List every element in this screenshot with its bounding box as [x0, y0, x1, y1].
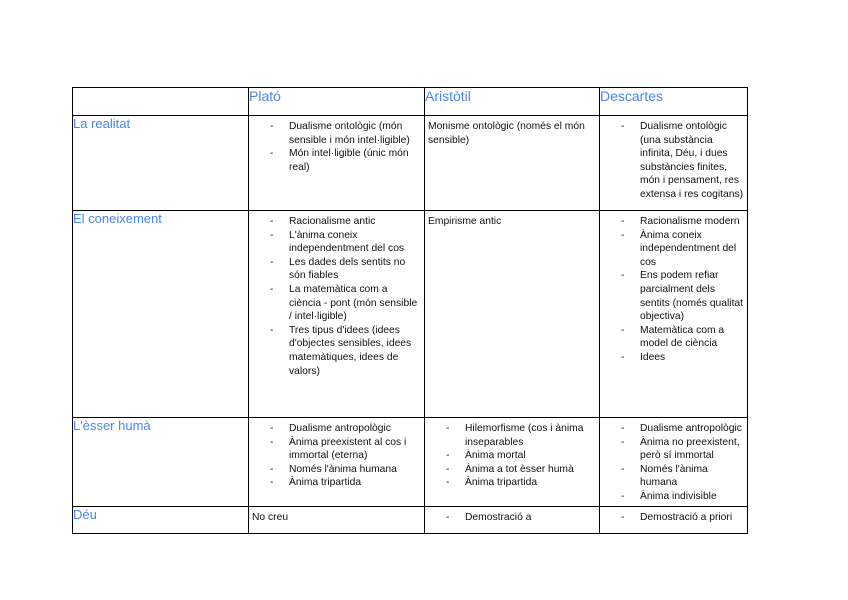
- column-header-plato: Plató: [249, 88, 425, 116]
- cell-coneixement-aristotil: [425, 211, 600, 418]
- list: [249, 211, 424, 380]
- column-header-descartes: Descartes: [600, 88, 748, 116]
- list: [600, 116, 747, 204]
- list-item: - L'ànima coneix independentment del cos: [249, 229, 421, 256]
- list-item: - Ànima a tot èsser humà: [425, 463, 596, 477]
- table-row: [73, 211, 748, 418]
- list: [600, 211, 747, 367]
- table-row: [73, 116, 748, 211]
- list-item: - Dualisme ontològic (una substància infinita, Déu, i dues substàncies finites, món i pensament, res extensa i res cogitans): [600, 120, 744, 202]
- table-row: [73, 506, 748, 533]
- list-item: - Ànima mortal: [425, 449, 596, 463]
- list: [600, 418, 747, 506]
- list-item: - La matemàtica com a ciència - pont (món sensible / intel·ligible): [249, 283, 421, 324]
- row-header-realitat: La realitat: [73, 116, 249, 211]
- list-item: - Només l'ànima humana: [249, 463, 421, 477]
- cell-realitat-descartes: [600, 116, 748, 211]
- list-item: - Racionalisme modern: [600, 215, 744, 229]
- cell-deu-descartes: [600, 506, 748, 533]
- column-header-aristotil: Aristòtil: [425, 88, 600, 116]
- list-item: - Ànima tripartida: [249, 476, 421, 490]
- list-item: - Ànima indivisible: [600, 490, 744, 504]
- list-item: - Món intel·ligible (únic món real): [249, 147, 421, 174]
- row-header-esser-huma: L'èsser humà: [73, 418, 249, 507]
- list-item: - Demostració a priori: [600, 511, 744, 525]
- list-item: - Idees: [600, 351, 744, 365]
- list: [425, 507, 599, 527]
- cell-esser-huma-descartes: [600, 418, 748, 507]
- cell-coneixement-plato: [249, 211, 425, 418]
- list-item: - Hilemorfisme (cos i ànima inseparables: [425, 422, 596, 449]
- list-item: - Ens podem refiar parcialment dels sentits (només qualitat objectiva): [600, 269, 744, 323]
- list-item: - Demostració a: [425, 511, 596, 525]
- list: [425, 418, 599, 492]
- list-item: - Ànima preexistent al cos i immortal (eterna): [249, 436, 421, 463]
- row-header-deu: Déu: [73, 506, 249, 533]
- philosophers-comparison-table: [72, 87, 748, 534]
- cell-text: No creu: [252, 511, 289, 523]
- list-item: - Dualisme ontològic (món sensible i món intel·ligible): [249, 120, 421, 147]
- cell-esser-huma-plato: [249, 418, 425, 507]
- cell-text: Empirisme antic: [428, 216, 502, 227]
- cell-coneixement-descartes: [600, 211, 748, 418]
- list-item: - Tres tipus d'idees (idees d'objectes sensibles, idees matemàtiques, idees de valors): [249, 324, 421, 378]
- header-row: [73, 88, 748, 116]
- row-header-coneixement: El coneixement: [73, 211, 249, 418]
- list-item: - Matemàtica com a model de ciència: [600, 324, 744, 351]
- list-item: - Les dades dels sentits no són fiables: [249, 256, 421, 283]
- table-row: [73, 418, 748, 507]
- cell-realitat-plato: [249, 116, 425, 211]
- cell-deu-aristotil: [425, 506, 600, 533]
- cell-deu-plato: [249, 506, 425, 533]
- list: [249, 116, 424, 176]
- list: [249, 418, 424, 492]
- cell-text: Monisme ontològic (només el món sensible): [428, 121, 585, 146]
- list-item: - Ànima tripartida: [425, 476, 596, 490]
- list-item: - Dualisme antropològic: [600, 422, 744, 436]
- list-item: - Només l'ànima humana: [600, 463, 744, 490]
- list-item: - Ànima coneix independentment del cos: [600, 229, 744, 270]
- list-item: - Dualisme antropològic: [249, 422, 421, 436]
- corner-cell: [73, 88, 249, 116]
- list-item: - Ànima no preexistent, però sí immortal: [600, 436, 744, 463]
- cell-esser-huma-aristotil: [425, 418, 600, 507]
- cell-realitat-aristotil: [425, 116, 600, 211]
- list-item: - Racionalisme antic: [249, 215, 421, 229]
- list: [600, 507, 747, 527]
